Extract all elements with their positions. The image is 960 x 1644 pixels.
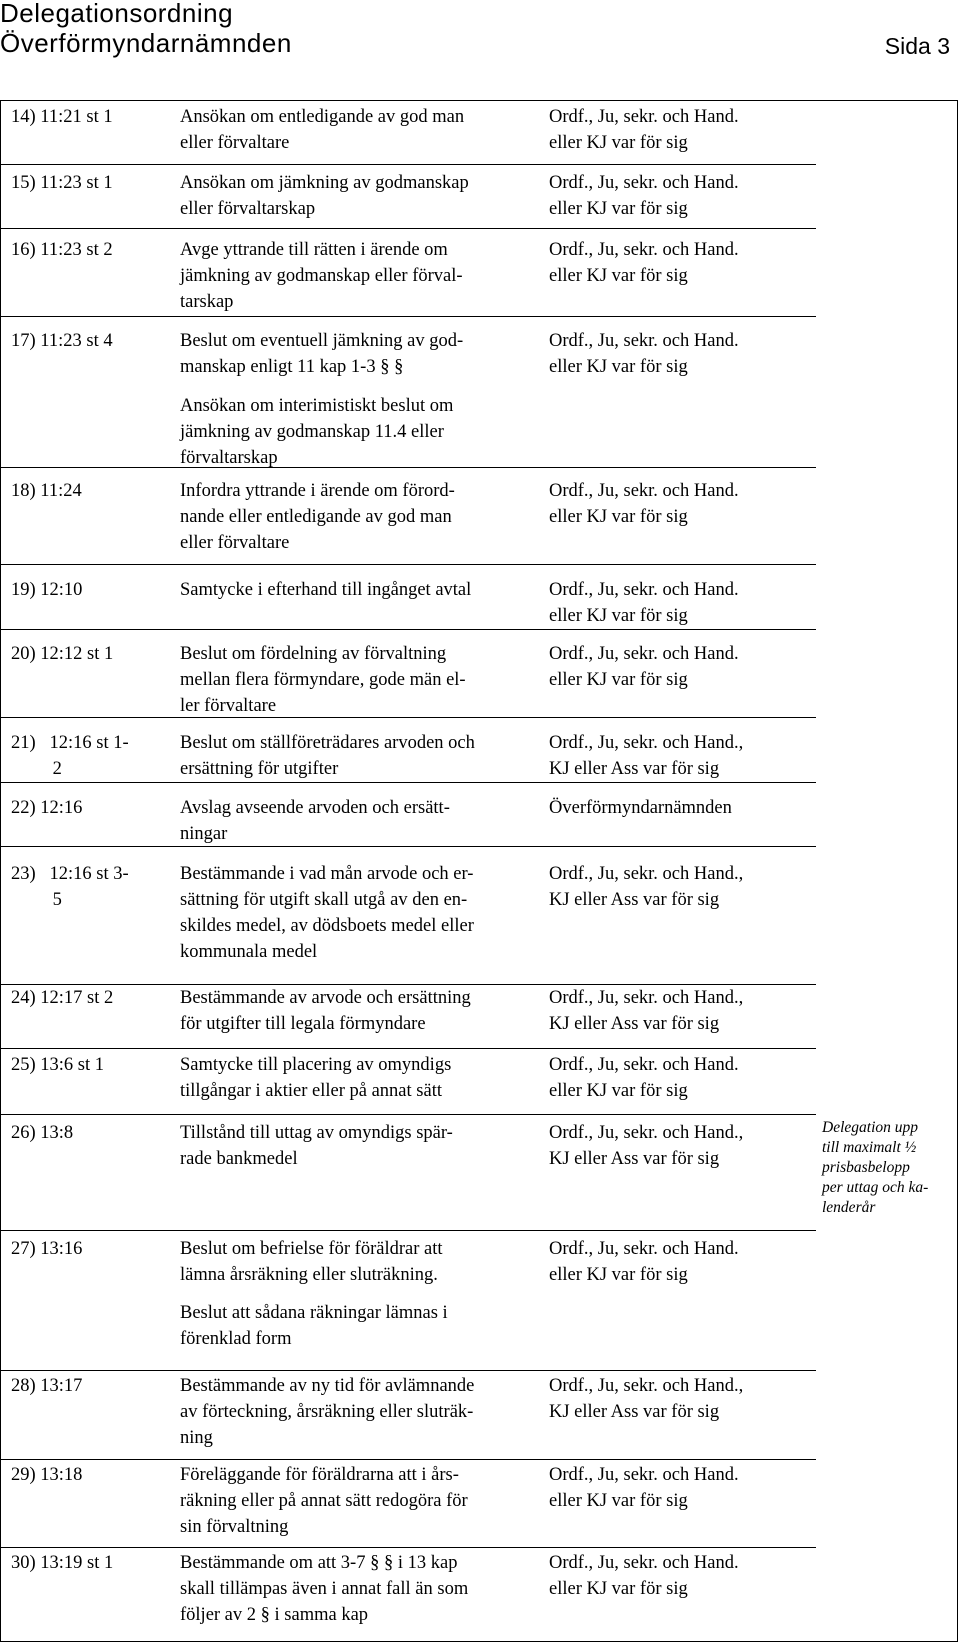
row-delegate: Ordf., Ju, sekr. och Hand. eller KJ var för sig: [549, 173, 739, 219]
row-delegate: Ordf., Ju, sekr. och Hand. eller KJ var för sig: [549, 644, 739, 690]
row-description: Bestämmande av arvode och ersättning för utgifter till legala förmyndare: [180, 988, 471, 1034]
row-description: Beslut om fördelning av förvaltning mellan flera förmyndare, gode män el- ler förvaltare: [180, 644, 466, 716]
delegation-table: [0, 100, 958, 1642]
row-separator: [0, 164, 816, 165]
row-description: Infordra yttrande i ärende om förord- nande eller entledigande av god man eller förvaltare: [180, 481, 455, 553]
row-reference: 14) 11:21 st 1: [11, 107, 113, 127]
row-delegate: Ordf., Ju, sekr. och Hand. eller KJ var för sig: [549, 1239, 739, 1285]
row-description: Bestämmande av ny tid för avlämnande av förteckning, årsräkning eller sluträk- ning: [180, 1376, 475, 1448]
row-separator: [0, 1114, 816, 1115]
row-description-secondary: Beslut att sådana räkningar lämnas i förenklad form: [180, 1303, 448, 1349]
row-description: Ansökan om jämkning av godmanskap eller förvaltarskap: [180, 173, 469, 219]
row-reference: 15) 11:23 st 1: [11, 173, 113, 193]
row-reference: 23) 12:16 st 3- 5: [11, 864, 129, 910]
row-delegate: Ordf., Ju, sekr. och Hand., KJ eller Ass var för sig: [549, 733, 744, 779]
row-separator: [0, 629, 816, 630]
row-delegate: Ordf., Ju, sekr. och Hand., KJ eller Ass var för sig: [549, 1123, 744, 1169]
row-delegate: Ordf., Ju, sekr. och Hand. eller KJ var för sig: [549, 1553, 739, 1599]
document-title: Delegationsordning: [0, 0, 234, 28]
row-delegate: Ordf., Ju, sekr. och Hand. eller KJ var för sig: [549, 481, 739, 527]
row-reference: 26) 13:8: [11, 1123, 74, 1143]
row-reference: 29) 13:18: [11, 1465, 83, 1485]
row-delegate: Överförmyndarnämnden: [549, 798, 732, 818]
row-reference: 21) 12:16 st 1- 2: [11, 733, 129, 779]
row-description: Beslut om eventuell jämkning av god- manskap enligt 11 kap 1-3 § §: [180, 331, 464, 377]
document-subtitle: Överförmyndarnämnden: [0, 28, 292, 58]
row-separator: [0, 316, 816, 317]
row-reference: 25) 13:6 st 1: [11, 1055, 105, 1075]
row-separator: [0, 1547, 816, 1548]
row-description: Bestämmande i vad mån arvode och er- sättning för utgift skall utgå av den en- skildes medel, av dödsboets medel eller kommunala medel: [180, 864, 474, 962]
row-reference: 18) 11:24: [11, 481, 82, 501]
row-description-secondary: Ansökan om interimistiskt beslut om jämkning av godmanskap 11.4 eller förvaltarskap: [180, 396, 454, 468]
row-reference: 28) 13:17: [11, 1376, 83, 1396]
row-separator: [0, 564, 816, 565]
row-separator: [0, 228, 816, 229]
row-reference: 19) 12:10: [11, 580, 83, 600]
row-delegate: Ordf., Ju, sekr. och Hand. eller KJ var för sig: [549, 1055, 739, 1101]
row-separator: [0, 1370, 816, 1371]
row-separator: [0, 1459, 816, 1460]
row-description: Samtycke till placering av omyndigs tillgångar i aktier eller på annat sätt: [180, 1055, 452, 1101]
row-delegate: Ordf., Ju, sekr. och Hand., KJ eller Ass var för sig: [549, 988, 744, 1034]
delegation-limit-note: Delegation upp till maximalt ½ prisbasbelopp per uttag och ka- lenderår: [822, 1119, 929, 1216]
row-description: Avslag avseende arvoden och ersätt- ningar: [180, 798, 450, 844]
row-reference: 24) 12:17 st 2: [11, 988, 114, 1008]
row-delegate: Ordf., Ju, sekr. och Hand., KJ eller Ass var för sig: [549, 864, 744, 910]
row-reference: 22) 12:16: [11, 798, 83, 818]
row-reference: 27) 13:16: [11, 1239, 83, 1259]
row-delegate: Ordf., Ju, sekr. och Hand. eller KJ var för sig: [549, 107, 739, 153]
row-reference: 17) 11:23 st 4: [11, 331, 113, 351]
row-delegate: Ordf., Ju, sekr. och Hand., KJ eller Ass var för sig: [549, 1376, 744, 1422]
row-reference: 30) 13:19 st 1: [11, 1553, 114, 1573]
row-reference: 16) 11:23 st 2: [11, 240, 113, 260]
row-description: Bestämmande om att 3-7 § § i 13 kap skall tillämpas även i annat fall än som följer av 2 § i samma kap: [180, 1553, 469, 1625]
row-description: Tillstånd till uttag av omyndigs spär- rade bankmedel: [180, 1123, 453, 1169]
row-description: Beslut om befrielse för föräldrar att lämna årsräkning eller sluträkning.: [180, 1239, 443, 1285]
row-description: Beslut om ställföreträdares arvoden och ersättning för utgifter: [180, 733, 475, 779]
row-delegate: Ordf., Ju, sekr. och Hand. eller KJ var för sig: [549, 1465, 739, 1511]
row-delegate: Ordf., Ju, sekr. och Hand. eller KJ var för sig: [549, 240, 739, 286]
row-description: Avge yttrande till rätten i ärende om jämkning av godmanskap eller förval- tarskap: [180, 240, 463, 312]
row-description: Ansökan om entledigande av god man eller förvaltare: [180, 107, 465, 153]
row-reference: 20) 12:12 st 1: [11, 644, 114, 664]
row-separator: [0, 782, 816, 783]
row-description: Samtycke i efterhand till ingånget avtal: [180, 580, 472, 600]
row-delegate: Ordf., Ju, sekr. och Hand. eller KJ var för sig: [549, 331, 739, 377]
row-description: Föreläggande för föräldrarna att i års- räkning eller på annat sätt redogöra för sin förvaltning: [180, 1465, 468, 1537]
page-number: Sida 3: [884, 33, 950, 59]
row-delegate: Ordf., Ju, sekr. och Hand. eller KJ var för sig: [549, 580, 739, 626]
row-separator: [0, 1048, 816, 1049]
row-separator: [0, 1230, 816, 1231]
